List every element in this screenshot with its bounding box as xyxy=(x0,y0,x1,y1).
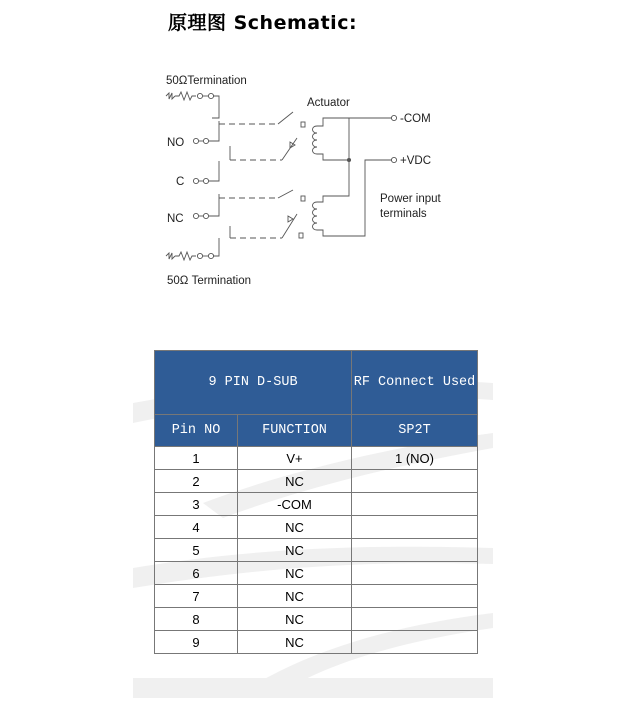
table-row xyxy=(155,539,478,562)
com-terminal-label: -COM xyxy=(400,113,431,125)
pin-cell: 2 xyxy=(155,470,238,493)
function-cell: NC xyxy=(238,631,352,654)
table-row xyxy=(155,516,478,539)
sp2t-cell xyxy=(352,516,478,539)
pin-cell: 6 xyxy=(155,562,238,585)
rf-connect-header: RF Connect Used xyxy=(352,351,478,415)
pin-cell: 5 xyxy=(155,539,238,562)
function-cell: NC xyxy=(238,585,352,608)
pin-cell: 3 xyxy=(155,493,238,516)
sp2t-cell xyxy=(352,539,478,562)
coil-lower xyxy=(313,202,318,230)
sp2t-cell xyxy=(352,493,478,516)
sp2t-cell xyxy=(352,631,478,654)
port-nc-label: NC xyxy=(167,213,184,225)
function-header: FUNCTION xyxy=(238,415,352,447)
sp2t-header: SP2T xyxy=(352,415,478,447)
function-cell: NC xyxy=(238,539,352,562)
table-subheader-row xyxy=(155,415,478,447)
bottom-termination-label: 50Ω Termination xyxy=(167,275,252,287)
pin-no-header: Pin NO xyxy=(155,415,238,447)
schematic-diagram xyxy=(160,62,460,292)
ground-symbol-top xyxy=(166,93,175,99)
table-row xyxy=(155,608,478,631)
pin-cell: 8 xyxy=(155,608,238,631)
function-cell: V+ xyxy=(238,447,352,470)
sp2t-cell: 1 (NO) xyxy=(352,447,478,470)
function-cell: NC xyxy=(238,608,352,631)
function-cell: -COM xyxy=(238,493,352,516)
sp2t-cell xyxy=(352,470,478,493)
actuator-label: Actuator xyxy=(307,97,350,109)
top-termination-label: 50ΩTermination xyxy=(166,75,247,87)
table-row xyxy=(155,585,478,608)
function-cell: NC xyxy=(238,470,352,493)
table-row xyxy=(155,562,478,585)
pin-cell: 1 xyxy=(155,447,238,470)
function-cell: NC xyxy=(238,562,352,585)
table-row xyxy=(155,470,478,493)
vdc-terminal-label: +VDC xyxy=(400,155,431,167)
function-cell: NC xyxy=(238,516,352,539)
coil-upper xyxy=(313,126,318,154)
pin-cell: 7 xyxy=(155,585,238,608)
table-row xyxy=(155,493,478,516)
pinout-table xyxy=(154,350,478,654)
sp2t-cell xyxy=(352,608,478,631)
table-header-row xyxy=(155,351,478,415)
page-title: 原理图 Schematic: xyxy=(168,12,358,34)
dsub-header: 9 PIN D-SUB xyxy=(155,351,352,415)
port-no-label: NO xyxy=(167,137,185,149)
pin-cell: 4 xyxy=(155,516,238,539)
port-c-label: C xyxy=(176,176,185,188)
power-input-label: Power input xyxy=(380,193,441,205)
table-row xyxy=(155,447,478,470)
pin-cell: 9 xyxy=(155,631,238,654)
power-terminals-label: terminals xyxy=(380,208,427,220)
resistor-top xyxy=(175,92,196,100)
table-row xyxy=(155,631,478,654)
sp2t-cell xyxy=(352,562,478,585)
sp2t-cell xyxy=(352,585,478,608)
